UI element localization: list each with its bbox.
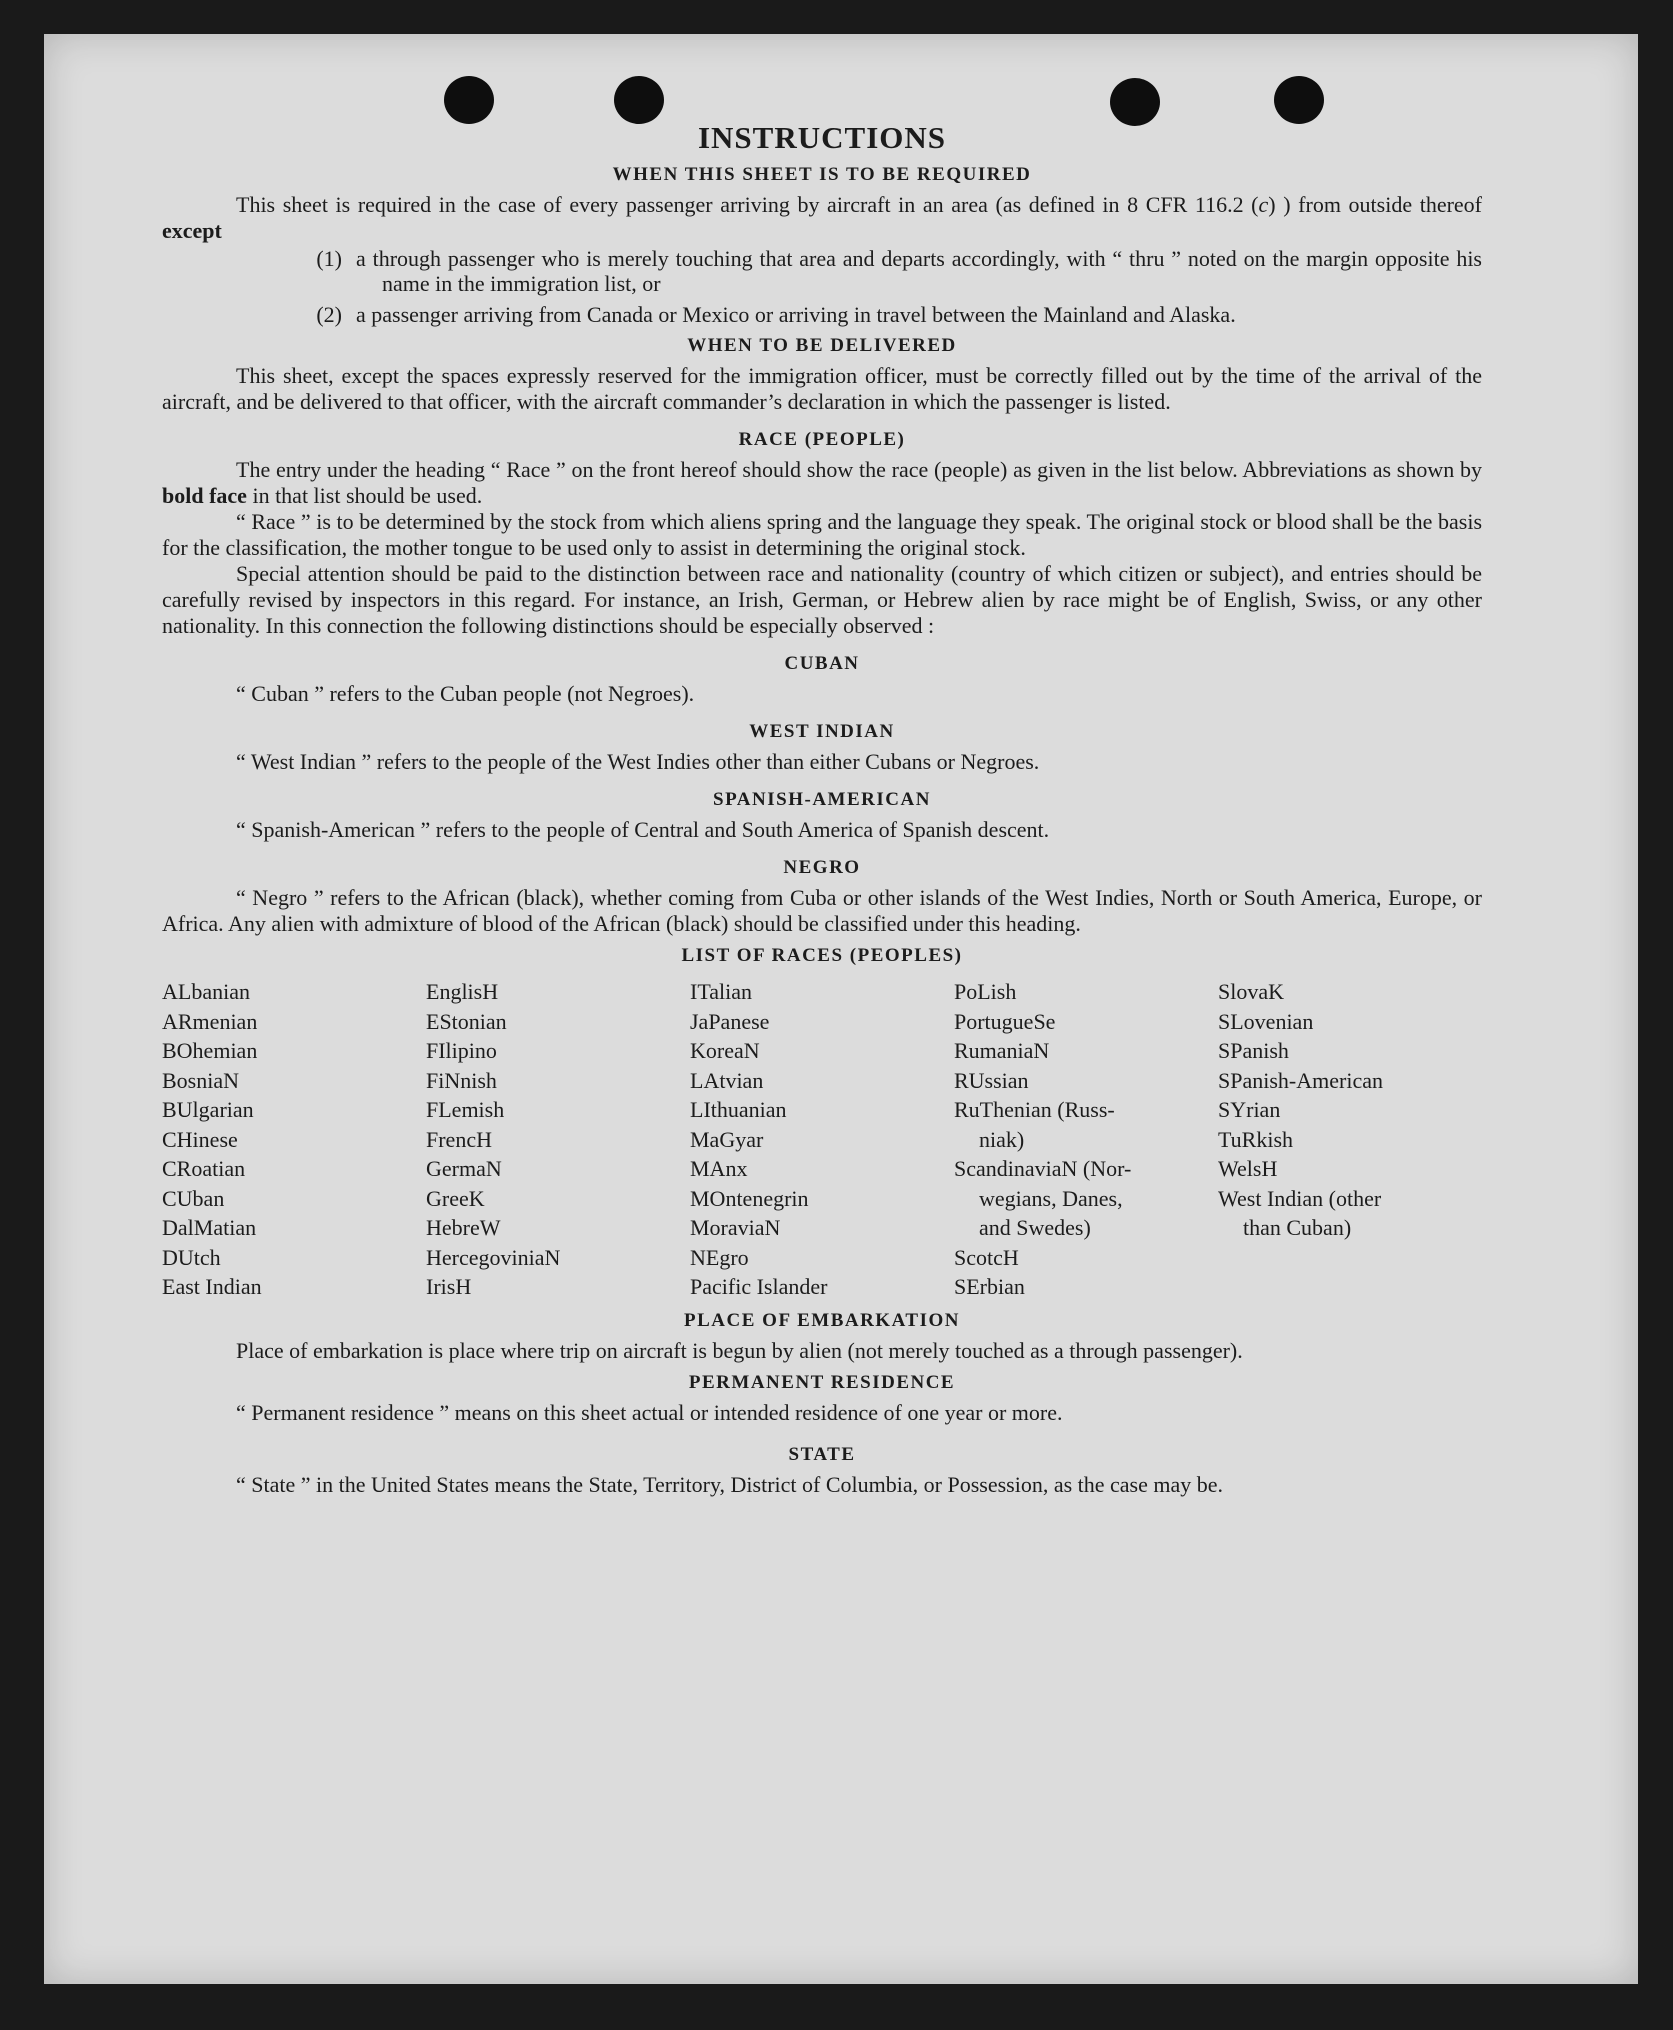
race-entry: HercegoviniaN: [426, 1244, 561, 1270]
negro-text: “ Negro ” refers to the African (black), whether coming from Cuba or other islands of the West Indies, North or South America, Europe, or Africa. Any alien with admixture of blood of the African (black) should be classified under this heading.: [162, 885, 1482, 936]
races-column: [426, 977, 690, 1302]
races-column: [1218, 977, 1482, 1302]
races-column: [690, 977, 954, 1302]
race-entry: ARmenian: [162, 1008, 258, 1034]
race-entry: TuRkish: [1218, 1126, 1294, 1152]
section-heading-residence: PERMANENT RESIDENCE: [688, 1371, 956, 1393]
section-heading-spanish-american: SPANISH-AMERICAN: [713, 789, 931, 810]
race-entry: FLemish: [426, 1097, 505, 1122]
race-entry: FIlipino: [426, 1038, 497, 1063]
race-entry: ITalian: [690, 979, 752, 1004]
race-entry: NEgro: [690, 1244, 749, 1270]
race-entry: FrencH: [426, 1126, 492, 1152]
punch-hole: [614, 76, 664, 124]
section-heading-state: STATE: [788, 1443, 856, 1465]
race-entry: SPanish: [1218, 1038, 1289, 1063]
race-entry: ALbanian: [162, 979, 250, 1004]
race-entry: RUssian: [954, 1067, 1029, 1093]
races-column: [162, 977, 426, 1302]
race-entry: LAtvian: [690, 1067, 764, 1093]
race-entry-continued: wegians, Danes,: [979, 1185, 1123, 1211]
races-list: [162, 977, 1482, 1302]
race-entry: West Indian (other: [1218, 1185, 1382, 1211]
race-entry: RuThenian (Russ-: [954, 1097, 1115, 1122]
race-entry: SPanish-American: [1218, 1067, 1383, 1093]
race-entry: KoreaN: [690, 1038, 760, 1063]
race-entry: LIthuanian: [690, 1097, 787, 1122]
section-heading-cuban: CUBAN: [784, 653, 860, 674]
race-entry: GreeK: [426, 1185, 485, 1211]
race-entry-continued: and Swedes): [979, 1215, 1091, 1240]
state-text: “ State ” in the United States means the State, Territory, District of Columbia, or Possession, as the case may be.: [236, 1471, 1224, 1497]
race-entry: BUlgarian: [162, 1097, 254, 1122]
race-entry-continued: than Cuban): [1243, 1215, 1352, 1240]
race-entry: MAnx: [690, 1156, 748, 1181]
race-entry: CHinese: [162, 1126, 238, 1152]
race-entry: DalMatian: [162, 1215, 257, 1240]
race-entry: HebreW: [426, 1215, 501, 1240]
required-intro: This sheet is required in the case of every passenger arriving by aircraft in an area (as defined in 8 CFR 116.2 (c) ) from outside thereof except: [162, 192, 1482, 243]
residence-text: “ Permanent residence ” means on this sheet actual or intended residence of one year or more.: [236, 1399, 1063, 1425]
race-entry: MoraviaN: [690, 1215, 781, 1240]
race-entry: SYrian: [1218, 1097, 1281, 1122]
race-entry: EStonian: [426, 1008, 507, 1034]
races-column: [954, 977, 1218, 1302]
punch-hole: [1274, 76, 1324, 124]
race-entry: Pacific Islander: [690, 1274, 828, 1299]
section-heading-required: WHEN THIS SHEET IS TO BE REQUIRED: [612, 164, 1032, 185]
spanish-american-text: “ Spanish-American ” refers to the people of Central and South America of Spanish descent.: [236, 817, 1050, 842]
race-entry: MOntenegrin: [690, 1185, 809, 1211]
race-entry: SlovaK: [1218, 979, 1284, 1004]
race-entry: IrisH: [426, 1274, 472, 1299]
race-paragraph-3: Special attention should be paid to the distinction between race and nationality (country of which citizen or subject), and entries should be carefully revised by inspectors in this regard. For instance, an Irish, German, or Hebrew alien by race might be of English, Swiss, or any other nationality. In this connection the following distinctions should be especially observed :: [162, 561, 1482, 638]
exception-list: [162, 246, 1482, 327]
section-heading-negro: NEGRO: [783, 857, 861, 878]
race-entry: RumaniaN: [954, 1038, 1050, 1063]
race-entry: EnglisH: [426, 979, 499, 1004]
race-entry: SErbian: [954, 1274, 1025, 1299]
race-paragraph-2: “ Race ” is to be determined by the stock from which aliens spring and the language they speak. The original stock or blood shall be the basis for the classification, the mother tongue to be used only to assist in determining the original stock.: [162, 509, 1482, 560]
race-entry: ScandinaviaN (Nor-: [954, 1156, 1132, 1181]
embarkation-text: Place of embarkation is place where trip on aircraft is begun by alien (not merely touched as a through passenger).: [236, 1337, 1243, 1363]
race-entry: DUtch: [162, 1244, 221, 1270]
race-entry: SLovenian: [1218, 1008, 1314, 1034]
race-paragraph-1: The entry under the heading “ Race ” on the front hereof should show the race (people) as given in the list below. Abbreviations as shown by bold face in that list should be used.: [162, 457, 1482, 508]
instructions-content: [162, 120, 1482, 1498]
exception-item: (2) a passenger arriving from Canada or Mexico or arriving in travel between the Mainland and Alaska.: [316, 302, 1236, 327]
punch-hole: [444, 76, 494, 124]
race-entry: JaPanese: [690, 1008, 770, 1034]
section-heading-embarkation: PLACE OF EMBARKATION: [684, 1309, 960, 1331]
section-heading-west-indian: WEST INDIAN: [749, 721, 895, 742]
west-indian-text: “ West Indian ” refers to the people of the West Indies other than either Cubans or Negroes.: [236, 749, 1040, 774]
race-entry: East Indian: [162, 1274, 262, 1299]
cuban-text: “ Cuban ” refers to the Cuban people (not Negroes).: [236, 681, 695, 706]
race-entry: CRoatian: [162, 1156, 246, 1181]
race-entry: MaGyar: [690, 1126, 764, 1152]
race-entry: PortugueSe: [954, 1008, 1056, 1034]
race-entry: GermaN: [426, 1156, 502, 1181]
punch-hole: [1110, 78, 1160, 126]
page-title: INSTRUCTIONS: [697, 120, 946, 155]
race-entry: BosniaN: [162, 1067, 239, 1093]
race-entry: BOhemian: [162, 1038, 258, 1063]
race-entry: CUban: [162, 1185, 225, 1211]
section-heading-races-list: LIST OF RACES (PEOPLES): [681, 945, 963, 966]
race-entry-continued: niak): [979, 1126, 1025, 1152]
race-entry: ScotcH: [954, 1244, 1019, 1270]
exception-item: (1) a through passenger who is merely touching that area and departs accordingly, with “ thru ” noted on the margin opposite his name in the immigration list, or: [316, 246, 1482, 296]
section-heading-race: RACE (PEOPLE): [738, 429, 906, 450]
race-entry: PoLish: [954, 979, 1017, 1004]
delivered-text: This sheet, except the spaces expressly reserved for the immigration officer, must be correctly filled out by the time of the arrival of the aircraft, and be delivered to that officer, with the aircraft commander’s declaration in which the passenger is listed.: [162, 363, 1482, 414]
section-heading-delivered: WHEN TO BE DELIVERED: [687, 335, 957, 356]
race-entry: FiNnish: [426, 1067, 497, 1093]
race-entry: WelsH: [1218, 1156, 1278, 1181]
